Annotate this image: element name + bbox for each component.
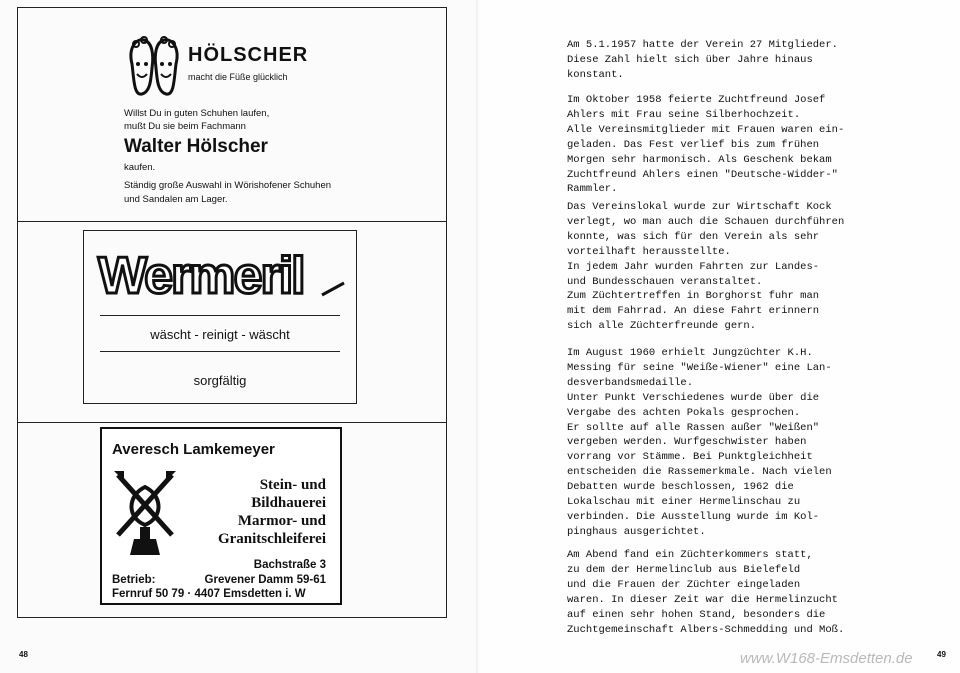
wermeril-tagline: wäscht - reinigt - wäscht — [150, 327, 290, 342]
ad3-line: Stein- und — [259, 477, 326, 493]
ad-divider — [18, 422, 446, 423]
ad1-line5: und Sandalen am Lager. — [124, 194, 228, 205]
ad3-betrieb-label: Betrieb: — [112, 574, 156, 586]
ad-divider — [18, 221, 446, 222]
brand-slogan: macht die Füße glücklich — [188, 72, 288, 82]
averesch-ad — [100, 427, 342, 605]
hoelscher-ad — [18, 8, 446, 221]
text-paragraph: Am Abend fand ein Züchterkommers statt, zu dem der Hermelinclub aus Bielefeld und die Frauen der Züchter eingeladen waren. In dieser Zeit war die Hermelinzucht auf einen sehr hohen Stand, besonders die Zuchtgemeinschaft Albers-Schmedding und Moß. — [567, 549, 845, 636]
ad3-phone: Fernruf 50 79 · 4407 Emsdetten i. W — [112, 588, 306, 600]
ad1-line3: kaufen. — [124, 162, 156, 173]
watermark: www.W168-Emsdetten.de — [740, 650, 913, 667]
ad1-name: Walter Hölscher — [124, 136, 268, 157]
ad1-line2: mußt Du sie beim Fachmann — [124, 121, 246, 132]
wermeril-logo-icon — [94, 245, 346, 303]
brand-name: HÖLSCHER — [188, 44, 309, 66]
text-paragraph: Das Vereinslokal wurde zur Wirtschaft Kock verlegt, wo man auch die Schauen durchführen konnte, was sich für den Verein als sehr vorteilhaft herausstellte. In jedem Jahr wurden Fahrten zur Landes- und Bundesschauen veranstaltet. Zum Züchtertreffen in Borghorst fuhr man mit dem Fahrrad. An diese Fahrt erinnern sich alle Züchterfreunde gern. — [567, 201, 845, 333]
text-paragraph: Am 5.1.1957 hatte der Verein 27 Mitglieder. Diese Zahl hielt sich über Jahre hinaus konstant. — [567, 39, 838, 81]
ad3-line: Bildhauerei — [251, 495, 326, 511]
ad3-street: Bachstraße 3 — [253, 559, 326, 571]
ad3-line: Marmor- und — [237, 513, 326, 529]
svg-text:Wermeril: Wermeril — [98, 247, 304, 303]
feet-logo-icon — [126, 34, 182, 98]
rule-bottom — [100, 351, 340, 352]
ad1-line1: Willst Du in guten Schuhen laufen, — [124, 108, 270, 119]
text-paragraph: Im August 1960 erhielt Jungzüchter K.H. Messing für seine "Weiße-Wiener" eine Lan- desverbandsmedaille. Unter Punkt Verschiedenes wurde über die Vergabe des achten Pokals gesprochen. Er sollte auf alle Rassen außer "Weißen" vergeben werden. Wurfgeschwister haben vorrang vor Stämme. Bei Punktgleichheit entscheiden die Rassemerkmale. Nach vielen Debatten wurde beschlossen, 1962 die Lokalschau mit einer Hermelinschau zu verbinden. Die Ausstellung wurde im Kol- pinghaus ausgerichtet. — [567, 347, 832, 538]
wermeril-footer: sorgfältig — [193, 373, 247, 388]
stonemason-tools-icon — [114, 469, 176, 557]
ad3-betrieb-address: Grevener Damm 59-61 — [204, 574, 326, 586]
ad3-line: Granitschleiferei — [217, 531, 326, 547]
ad3-company: Averesch Lamkemeyer — [112, 441, 275, 458]
page-number-right: 49 — [937, 650, 946, 659]
ad1-line4: Ständig große Auswahl in Wörishofener Schuhen — [124, 180, 332, 191]
page-number-left: 48 — [19, 650, 28, 659]
rule-top — [100, 315, 340, 316]
wermeril-ad — [83, 230, 357, 404]
text-paragraph: Im Oktober 1958 feierte Zuchtfreund Josef Ahlers mit Frau seine Silberhochzeit. Alle Vereinsmitglieder mit Frauen waren ein- geladen. Das Fest verlief bis zum frühen Morgen sehr harmonisch. Als Geschenk bekam Zuchtfreund Ahlers einen "Deutsche-Widder-" Rammler. — [567, 94, 845, 196]
